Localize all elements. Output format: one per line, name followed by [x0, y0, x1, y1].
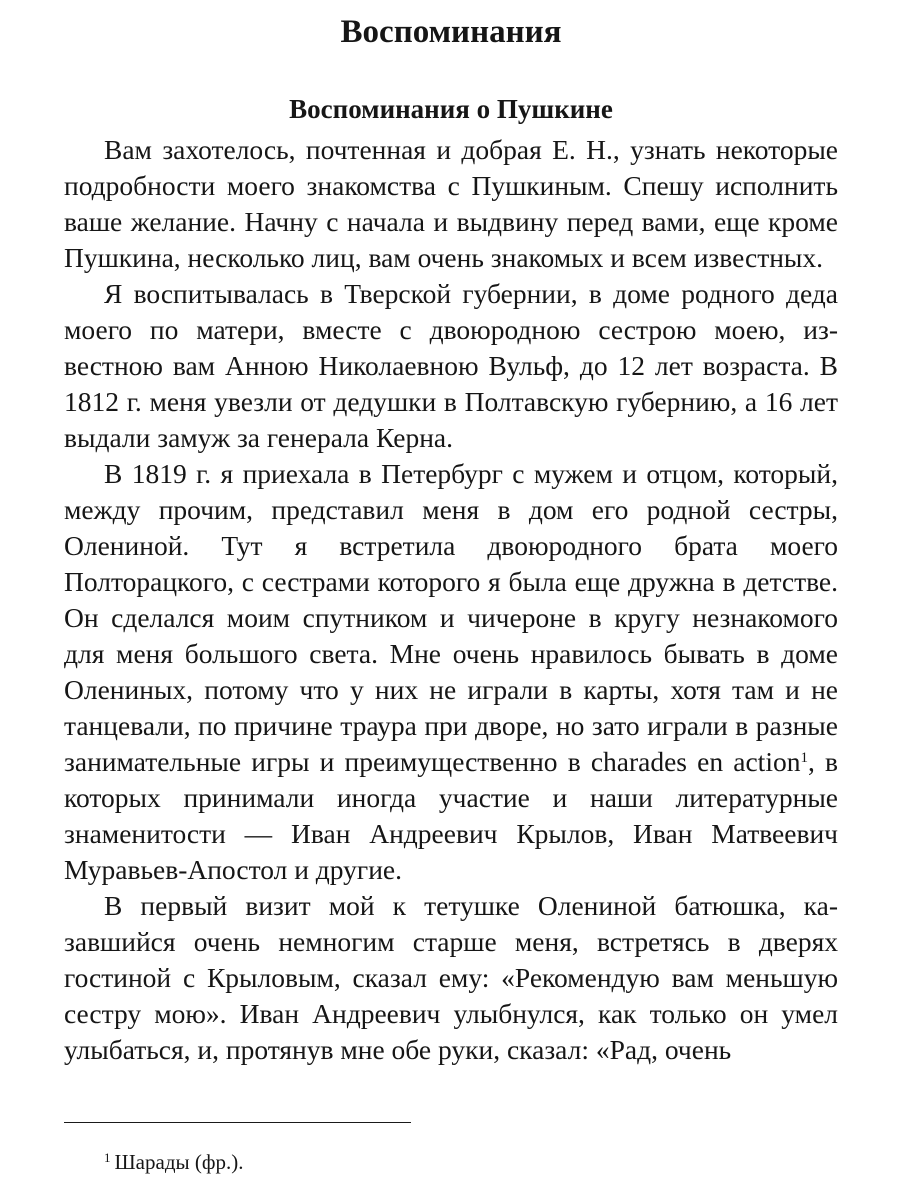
paragraph-4: В первый визит мой к тетушке Олениной батюшка, казавшийся очень немногим старше меня, встретясь в дверях гостиной с Крыловым, сказал ему: «Рекомендую вам меньшую сестру мою». Иван Андреевич улыбнулся, как только он умел улыбаться, и, протянув мне обе руки, сказал: «Рад, очень	[64, 890, 838, 1065]
footnote	[104, 1148, 243, 1176]
paragraph-2: Я воспитывалась в Тверской губернии, в доме родного деда моего по матери, вместе с двоюродною сестрою моею, известною вам Анною Николаевною Вульф, до 12 лет возраста. В 1812 г. меня увезли от дедушки в Полтавскую губернию, а 16 лет выдали замуж за генерала Керна.	[64, 278, 838, 453]
paragraph-1: Вам захотелось, почтенная и добрая Е. Н., узнать некоторые подробности моего знакомства с Пушкиным. Спешу исполнить ваше желание. Начну с начала и выдвину перед вами, еще кроме Пушкина, несколько лиц, вам очень знакомых и всем известных.	[64, 134, 838, 273]
section-title: Воспоминания о Пушкине	[289, 94, 613, 124]
paragraph-3	[64, 456, 838, 888]
main-text	[64, 132, 838, 1068]
footnote-divider	[64, 1122, 411, 1123]
footnote-text: Шарады (фр.).	[114, 1150, 244, 1174]
paragraph-3-text-b: , в которых принимали иногда участие и наши литературные знаменитости — Иван Андреевич Крылов, Иван Матвеевич Муравьев-Апостол и другие.	[64, 746, 838, 885]
paragraph-3-text-a: В 1819 г. я приехала в Петербург с мужем и отцом, который, между прочим, представил меня в дом его родной сестры, Олениной. Тут я встретила двоюродного брата моего Полторацкого, с сестрами которого я была еще дружна в детстве. Он сделался моим спутником и чичероне в кругу незнакомого для меня большого света. Мне очень нравилось бывать в доме Олениных, потому что у них не играли в карты, хотя там и не танцевали, по причине траура при дворе, но зато играли в разные занимательные игры и преимущественно в charades en action	[64, 458, 838, 777]
footnote-reference[interactable]: 1	[800, 750, 808, 766]
footnote-mark: 1	[104, 1150, 111, 1165]
book-title: Воспоминания	[340, 14, 562, 50]
